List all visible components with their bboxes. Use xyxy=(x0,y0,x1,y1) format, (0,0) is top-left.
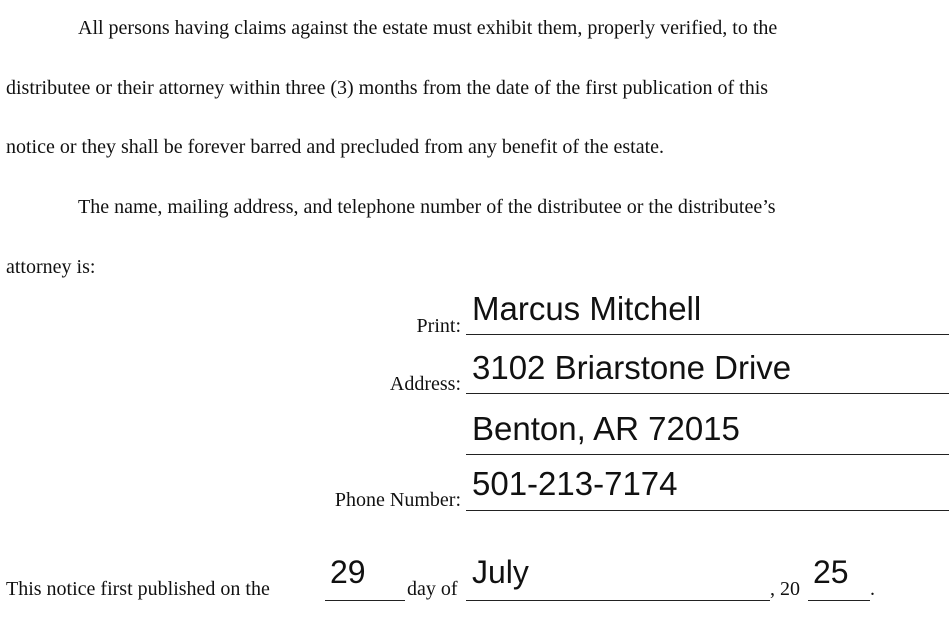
notice-year-prefix: , 20 xyxy=(770,578,800,600)
phone-value[interactable]: 501-213-7174 xyxy=(472,465,678,502)
address-line2-underline xyxy=(466,454,949,455)
phone-label: Phone Number: xyxy=(334,489,461,511)
phone-underline xyxy=(466,510,949,511)
notice-prefix: This notice first published on the xyxy=(6,578,270,600)
notice-day-value[interactable]: 29 xyxy=(330,554,366,590)
address-label: Address: xyxy=(389,373,461,395)
address-line1-underline xyxy=(466,393,949,394)
paragraph1-line1: All persons having claims against the estate must exhibit them, properly verified, to the xyxy=(78,17,778,39)
notice-day-of: day of xyxy=(407,578,458,600)
address-line1-value[interactable]: 3102 Briarstone Drive xyxy=(472,349,792,386)
address-line2-value[interactable]: Benton, AR 72015 xyxy=(472,410,740,447)
paragraph2-line2: attorney is: xyxy=(6,256,96,278)
print-value[interactable]: Marcus Mitchell xyxy=(472,290,702,327)
notice-month-underline xyxy=(466,600,770,601)
notice-period: . xyxy=(870,578,875,600)
notice-day-underline xyxy=(325,600,405,601)
paragraph2-line1: The name, mailing address, and telephone number of the distributee or the distributee’s xyxy=(78,196,776,218)
paragraph1-line2: distributee or their attorney within three (3) months from the date of the first publication of this xyxy=(6,77,769,99)
print-underline xyxy=(466,334,949,335)
paragraph1-line3: notice or they shall be forever barred and precluded from any benefit of the estate. xyxy=(6,136,665,158)
notice-year-underline xyxy=(808,600,870,601)
print-label: Print: xyxy=(416,315,461,337)
notice-month-value[interactable]: July xyxy=(472,554,529,590)
notice-year-value[interactable]: 25 xyxy=(813,554,849,590)
